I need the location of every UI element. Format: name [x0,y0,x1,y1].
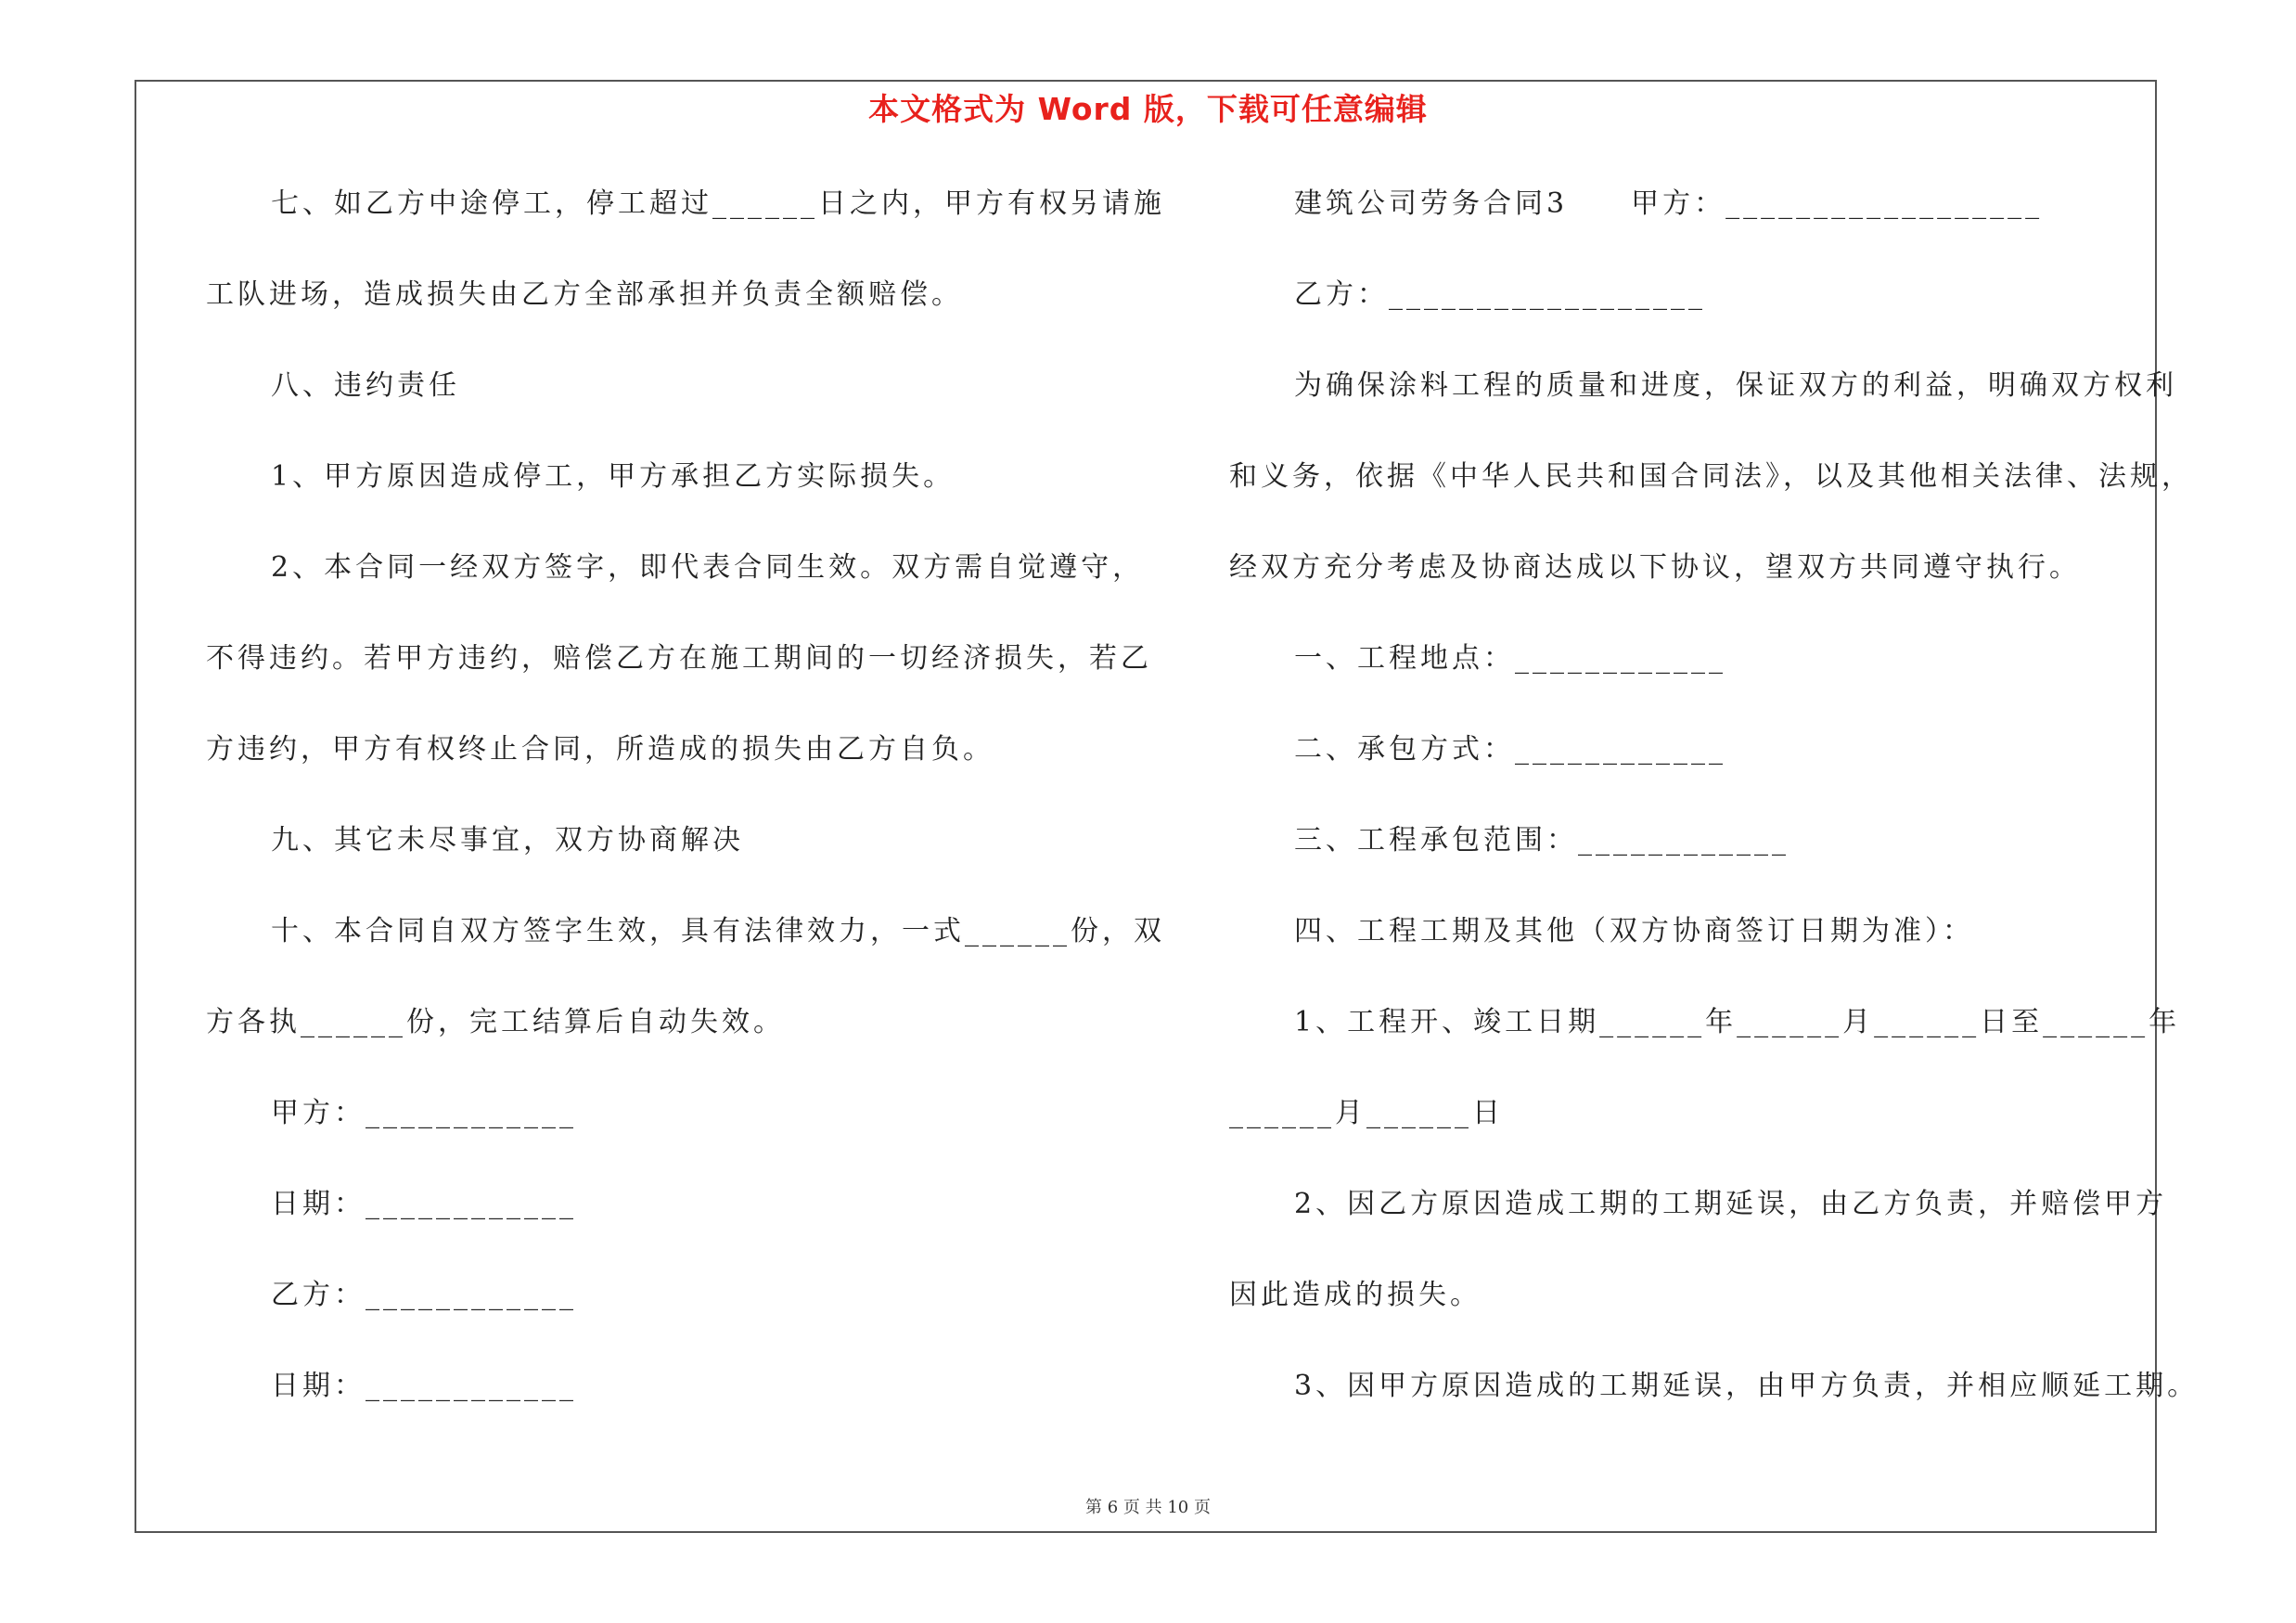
paragraph-line: 1、甲方原因造成停工，甲方承担乙方实际损失。 [271,460,956,493]
section-heading: 九、其它未尽事宜，双方协商解决 [271,824,744,857]
section-heading: 四、工程工期及其他（双方协商签订日期为准）： [1294,915,1974,947]
paragraph-line: 方违约，甲方有权终止合同，所造成的损失由乙方自负。 [206,733,994,766]
paragraph-line: 2、因乙方原因造成工期的工期延误，由乙方负责，并赔偿甲方 [1294,1188,2168,1220]
paragraph-line: 不得违约。若甲方违约，赔偿乙方在施工期间的一切经济损失，若乙 [206,642,1152,675]
paragraph-line: 和义务，依据《中华人民共和国合同法》，以及其他相关法律、法规， [1229,460,2193,493]
paragraph-line: 因此造成的损失。 [1229,1279,1481,1311]
contract-method-field: 二、承包方式：____________ [1294,733,1726,766]
project-location-field: 一、工程地点：____________ [1294,642,1726,675]
paragraph-line: 为确保涂料工程的质量和进度，保证双方的利益，明确双方权利 [1294,369,2177,402]
paragraph-line: 方各执______份，完工结算后自动失效。 [206,1006,785,1038]
paragraph-line: 2、本合同一经双方签字，即代表合同生效。双方需自觉遵守， [271,551,1145,584]
party-a-signature-field: 甲方：____________ [271,1097,577,1129]
party-b-field: 乙方：__________________ [1294,278,1706,311]
page-number: 第 6 页 共 10 页 [1085,1498,1211,1517]
paragraph-line: ______月______日 [1229,1097,1504,1129]
paragraph-line: 经双方充分考虑及协商达成以下协议，望双方共同遵守执行。 [1229,551,2081,584]
paragraph-line: 1、工程开、竣工日期______年______月______日至______年 [1294,1006,2181,1038]
party-b-signature-field: 乙方：____________ [271,1279,577,1311]
format-banner: 本文格式为 Word 版，下载可任意编辑 [868,91,1428,127]
date-field: 日期：____________ [271,1188,577,1220]
paragraph-line: 十、本合同自双方签字生效，具有法律效力，一式______份，双 [271,915,1165,947]
paragraph-line: 七、如乙方中途停工，停工超过______日之内，甲方有权另请施 [271,187,1165,220]
contract-title-line: 建筑公司劳务合同3 甲方：__________________ [1294,187,2044,220]
paragraph-line: 3、因甲方原因造成的工期延误，由甲方负责，并相应顺延工期。 [1294,1370,2200,1402]
section-heading: 八、违约责任 [271,369,460,402]
date-field: 日期：____________ [271,1370,577,1402]
project-scope-field: 三、工程承包范围：____________ [1294,824,1789,857]
paragraph-line: 工队进场，造成损失由乙方全部承担并负责全额赔偿。 [206,278,963,311]
